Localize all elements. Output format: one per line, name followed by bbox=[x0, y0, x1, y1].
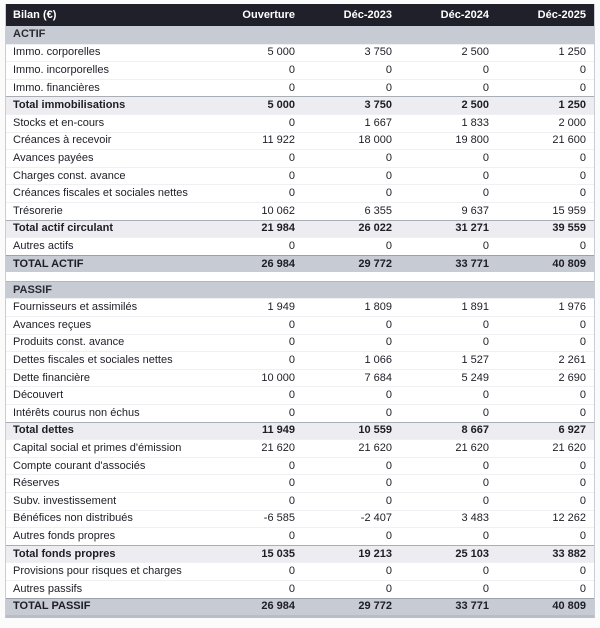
row-value: 26 022 bbox=[358, 223, 392, 235]
row-value: 0 bbox=[579, 170, 586, 182]
row-value: 0 bbox=[385, 478, 392, 490]
row-label: Créances à recevoir bbox=[13, 135, 112, 147]
row-value: 0 bbox=[482, 478, 489, 490]
row-value: -2 407 bbox=[360, 513, 392, 525]
table-body bbox=[6, 26, 594, 615]
row-value: 21 984 bbox=[261, 223, 295, 235]
row-value: 0 bbox=[482, 495, 489, 507]
row-value: 11 922 bbox=[262, 135, 295, 147]
table-row bbox=[6, 44, 594, 62]
table-row bbox=[6, 527, 594, 545]
table-row bbox=[6, 79, 594, 97]
row-value: 1 891 bbox=[461, 302, 489, 314]
row-label: Intérêts courus non échus bbox=[13, 407, 140, 419]
row-value: 11 949 bbox=[261, 425, 295, 437]
row-value: 0 bbox=[482, 240, 489, 252]
table-row bbox=[6, 167, 594, 185]
row-label: Charges const. avance bbox=[13, 170, 126, 182]
row-value: 0 bbox=[385, 337, 392, 349]
row-value: 0 bbox=[482, 319, 489, 331]
table-row bbox=[6, 369, 594, 387]
row-value: 0 bbox=[579, 460, 586, 472]
row-value: 8 667 bbox=[461, 425, 489, 437]
row-label: ACTIF bbox=[13, 29, 46, 41]
row-label: Bénéfices non distribués bbox=[13, 513, 133, 525]
row-value: 0 bbox=[385, 240, 392, 252]
row-value: 5 000 bbox=[267, 47, 295, 59]
row-label: PASSIF bbox=[13, 284, 52, 296]
row-value: 21 620 bbox=[552, 442, 586, 454]
row-value: 21 600 bbox=[552, 135, 586, 147]
row-value: 0 bbox=[288, 530, 295, 542]
row-value: 19 800 bbox=[455, 135, 489, 147]
row-value: 1 066 bbox=[364, 354, 392, 366]
row-value: 29 772 bbox=[358, 258, 392, 270]
row-value: 0 bbox=[288, 337, 295, 349]
row-value: 19 213 bbox=[358, 548, 392, 560]
row-value: 0 bbox=[482, 152, 489, 164]
row-value: 0 bbox=[482, 460, 489, 472]
table-row bbox=[6, 510, 594, 528]
grand-total-row bbox=[6, 598, 594, 616]
row-value: 0 bbox=[579, 240, 586, 252]
table-row bbox=[6, 316, 594, 334]
balance-sheet-table bbox=[5, 4, 595, 618]
row-value: 25 103 bbox=[455, 548, 489, 560]
table-row bbox=[6, 114, 594, 132]
header-period-cell: Déc-2024 bbox=[440, 9, 489, 21]
table-row bbox=[6, 237, 594, 255]
row-label: TOTAL ACTIF bbox=[13, 258, 84, 270]
row-value: 0 bbox=[385, 82, 392, 94]
row-value: 26 984 bbox=[261, 258, 295, 270]
row-value: 21 620 bbox=[261, 442, 295, 454]
row-value: 0 bbox=[579, 64, 586, 76]
row-label: Réserves bbox=[13, 478, 60, 490]
row-value: 0 bbox=[385, 407, 392, 419]
row-value: 0 bbox=[579, 530, 586, 542]
row-value: 1 976 bbox=[558, 302, 586, 314]
row-value: 33 771 bbox=[455, 258, 489, 270]
row-label: Dette financière bbox=[13, 372, 91, 384]
row-label: Capital social et primes d'émission bbox=[13, 442, 182, 454]
row-value: 0 bbox=[579, 566, 586, 578]
row-value: -6 585 bbox=[263, 513, 295, 525]
row-value: 0 bbox=[482, 170, 489, 182]
row-label: Autres actifs bbox=[13, 240, 74, 252]
row-value: 0 bbox=[482, 583, 489, 595]
row-value: 0 bbox=[288, 240, 295, 252]
row-value: 15 959 bbox=[552, 205, 586, 217]
row-value: 0 bbox=[385, 566, 392, 578]
row-value: 0 bbox=[579, 337, 586, 349]
subtotal-row bbox=[6, 422, 594, 440]
row-value: 0 bbox=[385, 319, 392, 331]
table-row bbox=[6, 474, 594, 492]
table-row bbox=[6, 562, 594, 580]
row-value: 39 559 bbox=[552, 223, 586, 235]
table-row bbox=[6, 132, 594, 150]
row-label: Total dettes bbox=[13, 425, 74, 437]
table-row bbox=[6, 184, 594, 202]
row-value: 0 bbox=[288, 495, 295, 507]
row-label: Avances payées bbox=[13, 152, 94, 164]
row-label: Produits const. avance bbox=[13, 337, 125, 349]
table-row bbox=[6, 351, 594, 369]
subtotal-row bbox=[6, 96, 594, 114]
row-value: 6 355 bbox=[364, 205, 392, 217]
header-period-cell: Déc-2025 bbox=[537, 9, 586, 21]
row-value: 0 bbox=[482, 188, 489, 200]
row-value: 3 750 bbox=[364, 100, 392, 112]
row-value: 0 bbox=[288, 152, 295, 164]
row-value: 1 949 bbox=[267, 302, 295, 314]
row-label: Total immobilisations bbox=[13, 100, 126, 112]
section-header-row bbox=[6, 26, 594, 44]
row-label: Autres fonds propres bbox=[13, 530, 116, 542]
row-value: 0 bbox=[579, 495, 586, 507]
header-period-cell: Déc-2023 bbox=[343, 9, 392, 21]
row-value: 0 bbox=[288, 117, 295, 129]
row-value: 0 bbox=[482, 337, 489, 349]
row-value: 26 984 bbox=[261, 601, 295, 613]
row-value: 0 bbox=[288, 478, 295, 490]
row-value: 12 262 bbox=[552, 513, 586, 525]
row-label: Total fonds propres bbox=[13, 548, 116, 560]
row-value: 2 500 bbox=[461, 100, 489, 112]
row-value: 1 833 bbox=[461, 117, 489, 129]
row-value: 5 249 bbox=[461, 372, 489, 384]
row-value: 2 500 bbox=[461, 47, 489, 59]
row-value: 0 bbox=[385, 460, 392, 472]
row-value: 0 bbox=[579, 407, 586, 419]
row-value: 0 bbox=[288, 64, 295, 76]
row-value: 21 620 bbox=[455, 442, 489, 454]
row-label: Stocks et en-cours bbox=[13, 117, 105, 129]
row-value: 0 bbox=[579, 478, 586, 490]
row-value: 2 000 bbox=[558, 117, 586, 129]
row-label: Immo. incorporelles bbox=[13, 64, 109, 76]
row-label: Provisions pour risques et charges bbox=[13, 566, 182, 578]
row-value: 21 620 bbox=[358, 442, 392, 454]
row-value: 2 261 bbox=[558, 354, 586, 366]
row-value: 1 667 bbox=[364, 117, 392, 129]
row-value: 0 bbox=[288, 319, 295, 331]
row-value: 0 bbox=[482, 64, 489, 76]
row-value: 0 bbox=[579, 390, 586, 402]
row-value: 15 035 bbox=[261, 548, 295, 560]
row-value: 0 bbox=[579, 583, 586, 595]
row-value: 1 250 bbox=[558, 100, 586, 112]
row-value: 31 271 bbox=[455, 223, 489, 235]
table-row bbox=[6, 404, 594, 422]
row-value: 0 bbox=[482, 82, 489, 94]
row-value: 0 bbox=[482, 407, 489, 419]
row-value: 0 bbox=[385, 188, 392, 200]
table-row bbox=[6, 386, 594, 404]
row-value: 0 bbox=[385, 530, 392, 542]
row-value: 0 bbox=[288, 407, 295, 419]
row-label: Compte courant d'associés bbox=[13, 460, 146, 472]
row-value: 29 772 bbox=[358, 601, 392, 613]
row-label: Immo. financières bbox=[13, 82, 100, 94]
row-value: 0 bbox=[482, 530, 489, 542]
row-value: 1 527 bbox=[461, 354, 489, 366]
table-header-row bbox=[6, 4, 594, 26]
table-row bbox=[6, 149, 594, 167]
row-value: 0 bbox=[385, 64, 392, 76]
row-value: 40 809 bbox=[552, 601, 586, 613]
table-row bbox=[6, 202, 594, 220]
row-value: 33 882 bbox=[552, 548, 586, 560]
row-value: 0 bbox=[288, 82, 295, 94]
row-label: Créances fiscales et sociales nettes bbox=[13, 188, 188, 200]
row-value: 1 250 bbox=[558, 47, 586, 59]
row-value: 0 bbox=[288, 460, 295, 472]
table-row bbox=[6, 457, 594, 475]
row-value: 0 bbox=[385, 170, 392, 182]
row-label: Subv. investissement bbox=[13, 495, 117, 507]
header-title-cell: Bilan (€) bbox=[13, 9, 57, 21]
row-value: 0 bbox=[288, 583, 295, 595]
row-value: 0 bbox=[579, 152, 586, 164]
row-label: Trésorerie bbox=[13, 205, 63, 217]
row-value: 0 bbox=[482, 566, 489, 578]
spacer-row bbox=[6, 272, 594, 281]
row-value: 0 bbox=[385, 583, 392, 595]
table-row bbox=[6, 61, 594, 79]
row-label: Découvert bbox=[13, 390, 64, 402]
table-row bbox=[6, 580, 594, 598]
row-value: 0 bbox=[288, 354, 295, 366]
row-value: 2 690 bbox=[558, 372, 586, 384]
table-row bbox=[6, 334, 594, 352]
section-header-row bbox=[6, 281, 594, 299]
row-value: 0 bbox=[288, 170, 295, 182]
row-value: 3 750 bbox=[364, 47, 392, 59]
row-label: Total actif circulant bbox=[13, 223, 114, 235]
subtotal-row bbox=[6, 545, 594, 563]
header-period-cell: Ouverture bbox=[242, 9, 295, 21]
row-value: 7 684 bbox=[364, 372, 392, 384]
grand-total-row bbox=[6, 255, 594, 273]
row-value: 0 bbox=[385, 390, 392, 402]
table-row bbox=[6, 439, 594, 457]
row-label: Immo. corporelles bbox=[13, 47, 101, 59]
row-value: 0 bbox=[579, 82, 586, 94]
table-row bbox=[6, 298, 594, 316]
row-value: 1 809 bbox=[364, 302, 392, 314]
row-value: 0 bbox=[579, 319, 586, 331]
row-label: Fournisseurs et assimilés bbox=[13, 302, 138, 314]
row-value: 5 000 bbox=[267, 100, 295, 112]
row-value: 10 000 bbox=[261, 372, 295, 384]
row-value: 0 bbox=[288, 390, 295, 402]
row-label: Dettes fiscales et sociales nettes bbox=[13, 354, 173, 366]
row-value: 10 062 bbox=[261, 205, 295, 217]
row-value: 0 bbox=[288, 188, 295, 200]
row-value: 18 000 bbox=[358, 135, 392, 147]
row-value: 0 bbox=[385, 495, 392, 507]
subtotal-row bbox=[6, 220, 594, 238]
row-label: Avances reçues bbox=[13, 319, 92, 331]
table-row bbox=[6, 492, 594, 510]
row-value: 0 bbox=[385, 152, 392, 164]
row-value: 33 771 bbox=[455, 601, 489, 613]
row-label: Autres passifs bbox=[13, 583, 83, 595]
row-value: 40 809 bbox=[552, 258, 586, 270]
row-value: 3 483 bbox=[461, 513, 489, 525]
row-value: 9 637 bbox=[461, 205, 489, 217]
row-value: 10 559 bbox=[358, 425, 392, 437]
row-label: TOTAL PASSIF bbox=[13, 601, 91, 613]
row-value: 6 927 bbox=[558, 425, 586, 437]
row-value: 0 bbox=[482, 390, 489, 402]
row-value: 0 bbox=[579, 188, 586, 200]
row-value: 0 bbox=[288, 566, 295, 578]
